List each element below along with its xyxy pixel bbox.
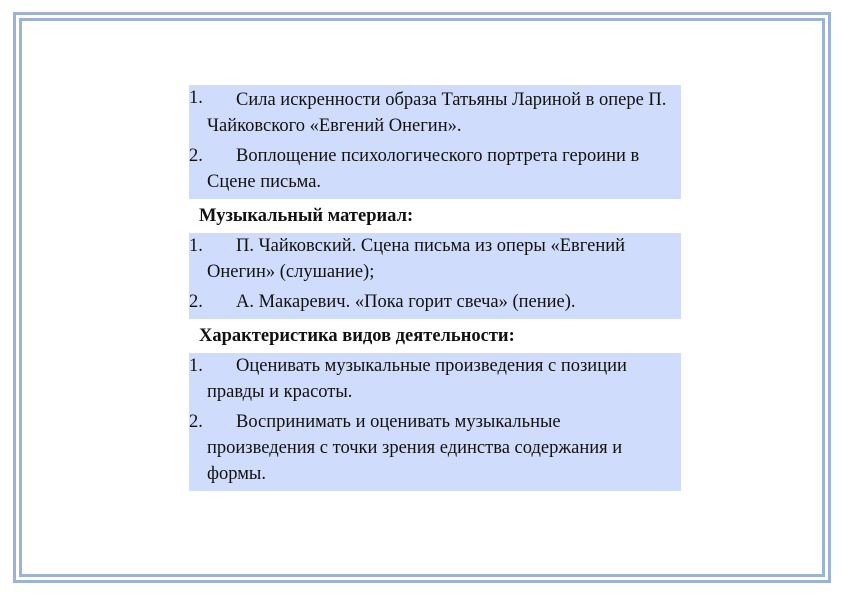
activity-item-1 — [189, 353, 681, 409]
activities-heading — [189, 319, 681, 353]
list-number: 1. — [189, 356, 203, 376]
list-text: П. Чайковский. Сцена письма из оперы «Евгений Онегин» (слушание); — [207, 236, 626, 282]
material-heading — [189, 199, 681, 233]
list-number: 1. — [189, 88, 203, 108]
goal-item-1 — [189, 85, 681, 143]
slide-content — [189, 85, 681, 491]
list-text: Оценивать музыкальные произведения с позиции правды и красоты. — [207, 356, 627, 402]
list-text: А. Макаревич. «Пока горит свеча» (пение). — [236, 292, 576, 312]
material-item-2 — [189, 289, 681, 319]
goal-item-2 — [189, 143, 681, 199]
list-number: 2. — [189, 412, 203, 432]
list-text: Воспринимать и оценивать музыкальные произведения с точки зрения единства содержания и формы. — [207, 412, 623, 484]
list-number: 2. — [189, 292, 203, 312]
list-number: 1. — [189, 236, 203, 256]
material-item-1 — [189, 233, 681, 289]
list-text: Сила искренности образа Татьяны Лариной в опере П. Чайковского «Евгений Онегин». — [207, 90, 667, 136]
list-number: 2. — [189, 146, 203, 166]
heading-text: Характеристика видов деятельности: — [199, 326, 515, 346]
heading-text: Музыкальный материал: — [199, 206, 414, 226]
activity-item-2 — [189, 409, 681, 491]
list-text: Воплощение психологического портрета героини в Сцене письма. — [207, 146, 640, 192]
